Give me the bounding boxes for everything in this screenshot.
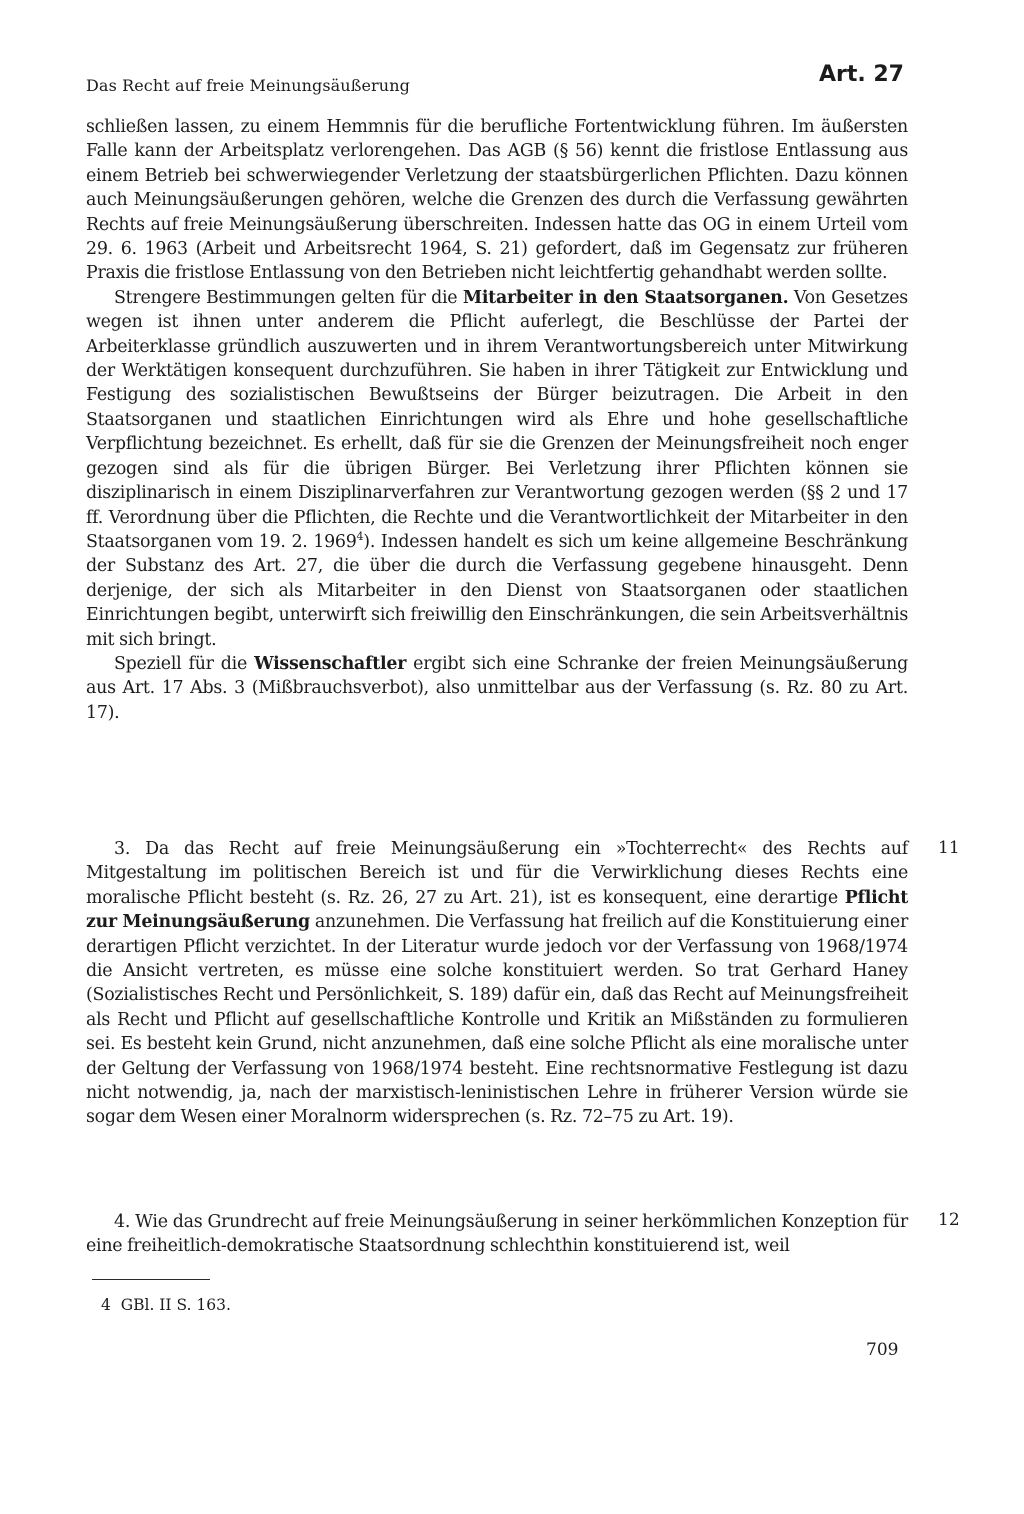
footnote: 4 GBl. II S. 163.	[101, 1296, 231, 1314]
paragraph-pflicht	[86, 837, 908, 1130]
paragraph-text: anzunehmen. Die Verfassung hat freilich auf die Konstituierung einer derartigen Pflicht verzichtet. In der Literatur wurde jedoch vor der Verfassung von 1968/1974 die Ansicht vertreten, es müsse eine solche konstituiert werden. So trat Gerhard Haney (Sozialistisches Recht und Persönlichkeit, S. 189) dafür ein, daß das Recht auf Meinungsfreiheit als Recht und Pflicht auf gesellschaftliche Kontrolle und Kritik an Mißständen zu formulieren sei. Es besteht kein Grund, nicht anzunehmen, daß eine solche Pflicht als eine moralische unter der Geltung der Verfassung von 1968/1974 besteht. Eine rechtsnormative Festlegung ist dazu nicht notwendig, ja, nach der marxistisch-leninistischen Lehre in früherer Version würde sie sogar dem Wesen einer Moralnorm widersprechen (s. Rz. 72–75 zu Art. 19).	[86, 912, 909, 1128]
paragraph-grundrecht	[86, 1210, 908, 1259]
footnote-rule	[92, 1279, 210, 1280]
paragraph-text: Strengere Bestimmungen gelten für die	[114, 287, 463, 308]
paragraph-text: ergibt sich eine Schranke der freien Meinungsäußerung aus Art. 17 Abs. 3 (Mißbrauchsverbot), also unmittelbar aus der Verfassung (s. Rz. 80 zu Art. 17).	[86, 653, 908, 723]
emphasis-term: Mitarbeiter in den Staatsorganen.	[462, 287, 789, 308]
paragraph-staatsorgane	[86, 286, 908, 652]
paragraph-wissenschaftler	[86, 652, 908, 725]
paragraph-text: 3. Da das Recht auf freie Meinungsäußerung ein »Tochterrecht« des Rechts auf Mitgestaltung im politischen Bereich ist und für die Verwirklichung dieses Rechts eine moralische Pflicht besteht (s. Rz. 26, 27 zu Art. 21), ist es konsequent, eine derartige	[86, 839, 908, 908]
paragraph-text: Speziell für die	[114, 653, 255, 674]
margin-number-11: 11	[938, 838, 960, 858]
article-label: Art. 27	[818, 62, 904, 87]
paragraph-text: schließen lassen, zu einem Hemmnis für die berufliche Fortentwicklung führen. Im äußersten Falle kann der Arbeitsplatz verlorengehen. Das AGB (§ 56) kennt die fristlose Entlassung aus einem Betrieb bei schwerwiegender Verletzung der staatsbürgerlichen Pflichten. Dazu können auch Meinungsäußerungen gehören, welche die Grenzen des durch die Verfassung gewährten Rechts auf freie Meinungsäußerung überschreiten. Indessen hatte das OG in einem Urteil vom 29. 6. 1963 (Arbeit und Arbeitsrecht 1964, S. 21) gefordert, daß im Gegensatz zur früheren Praxis die fristlose Entlassung von den Betrieben nicht leichtfertig gehandhabt werden sollte.	[86, 117, 908, 284]
running-head: Das Recht auf freie Meinungsäußerung	[86, 76, 410, 95]
text-block-section-3	[86, 837, 908, 1130]
footnote-ref: 4	[356, 530, 364, 544]
text-block-1	[86, 115, 908, 725]
paragraph-text: 4. Wie das Grundrecht auf freie Meinungsäußerung in seiner herkömmlichen Konzeption für eine freiheitlich-demokratische Staatsordnung schlechthin konstituierend ist, weil	[86, 1212, 908, 1257]
emphasis-term: Pflicht zur Meinungsäußerung	[86, 887, 908, 933]
page-number: 709	[866, 1340, 899, 1360]
paragraph-continued	[86, 115, 908, 286]
margin-number-12: 12	[938, 1210, 960, 1230]
paragraph-text: ). Indessen handelt es sich um keine allgemeine Beschränkung der Substanz des Art. 27, die über die durch die Verfassung gegebene hinausgeht. Denn derjenige, der sich als Mitarbeiter in den Dienst von Staatsorganen oder staatlichen Einrichtungen begibt, unterwirft sich freiwillig den Einschränkungen, die sein Arbeitsverhältnis mit sich bringt.	[86, 531, 908, 650]
text-block-section-4	[86, 1210, 908, 1259]
paragraph-text: Von Gesetzes wegen ist ihnen unter anderem die Pflicht auferlegt, die Beschlüsse der Partei der Arbeiterklasse gründlich auszuwerten und in ihrem Verantwortungsbereich unter Mitwirkung der Werktätigen konsequent durchzuführen. Sie haben in ihrer Tätigkeit zur Entwicklung und Festigung des sozialistischen Bewußtseins der Bürger beizutragen. Die Arbeit in den Staatsorganen und staatlichen Einrichtungen wird als Ehre und hohe gesellschaftliche Verpflichtung bezeichnet. Es erhellt, daß für sie die Grenzen der Meinungsfreiheit noch enger gezogen sind als für die übrigen Bürger. Bei Verletzung ihrer Pflichten können sie disziplinarisch in einem Disziplinarverfahren zur Verantwortung gezogen werden (§§ 2 und 17 ff. Verordnung über die Pflichten, die Rechte und die Verantwortlichkeit der Mitarbeiter in den Staatsorganen vom 19. 2. 1969	[86, 287, 908, 552]
emphasis-term: Wissenschaftler	[254, 653, 407, 674]
